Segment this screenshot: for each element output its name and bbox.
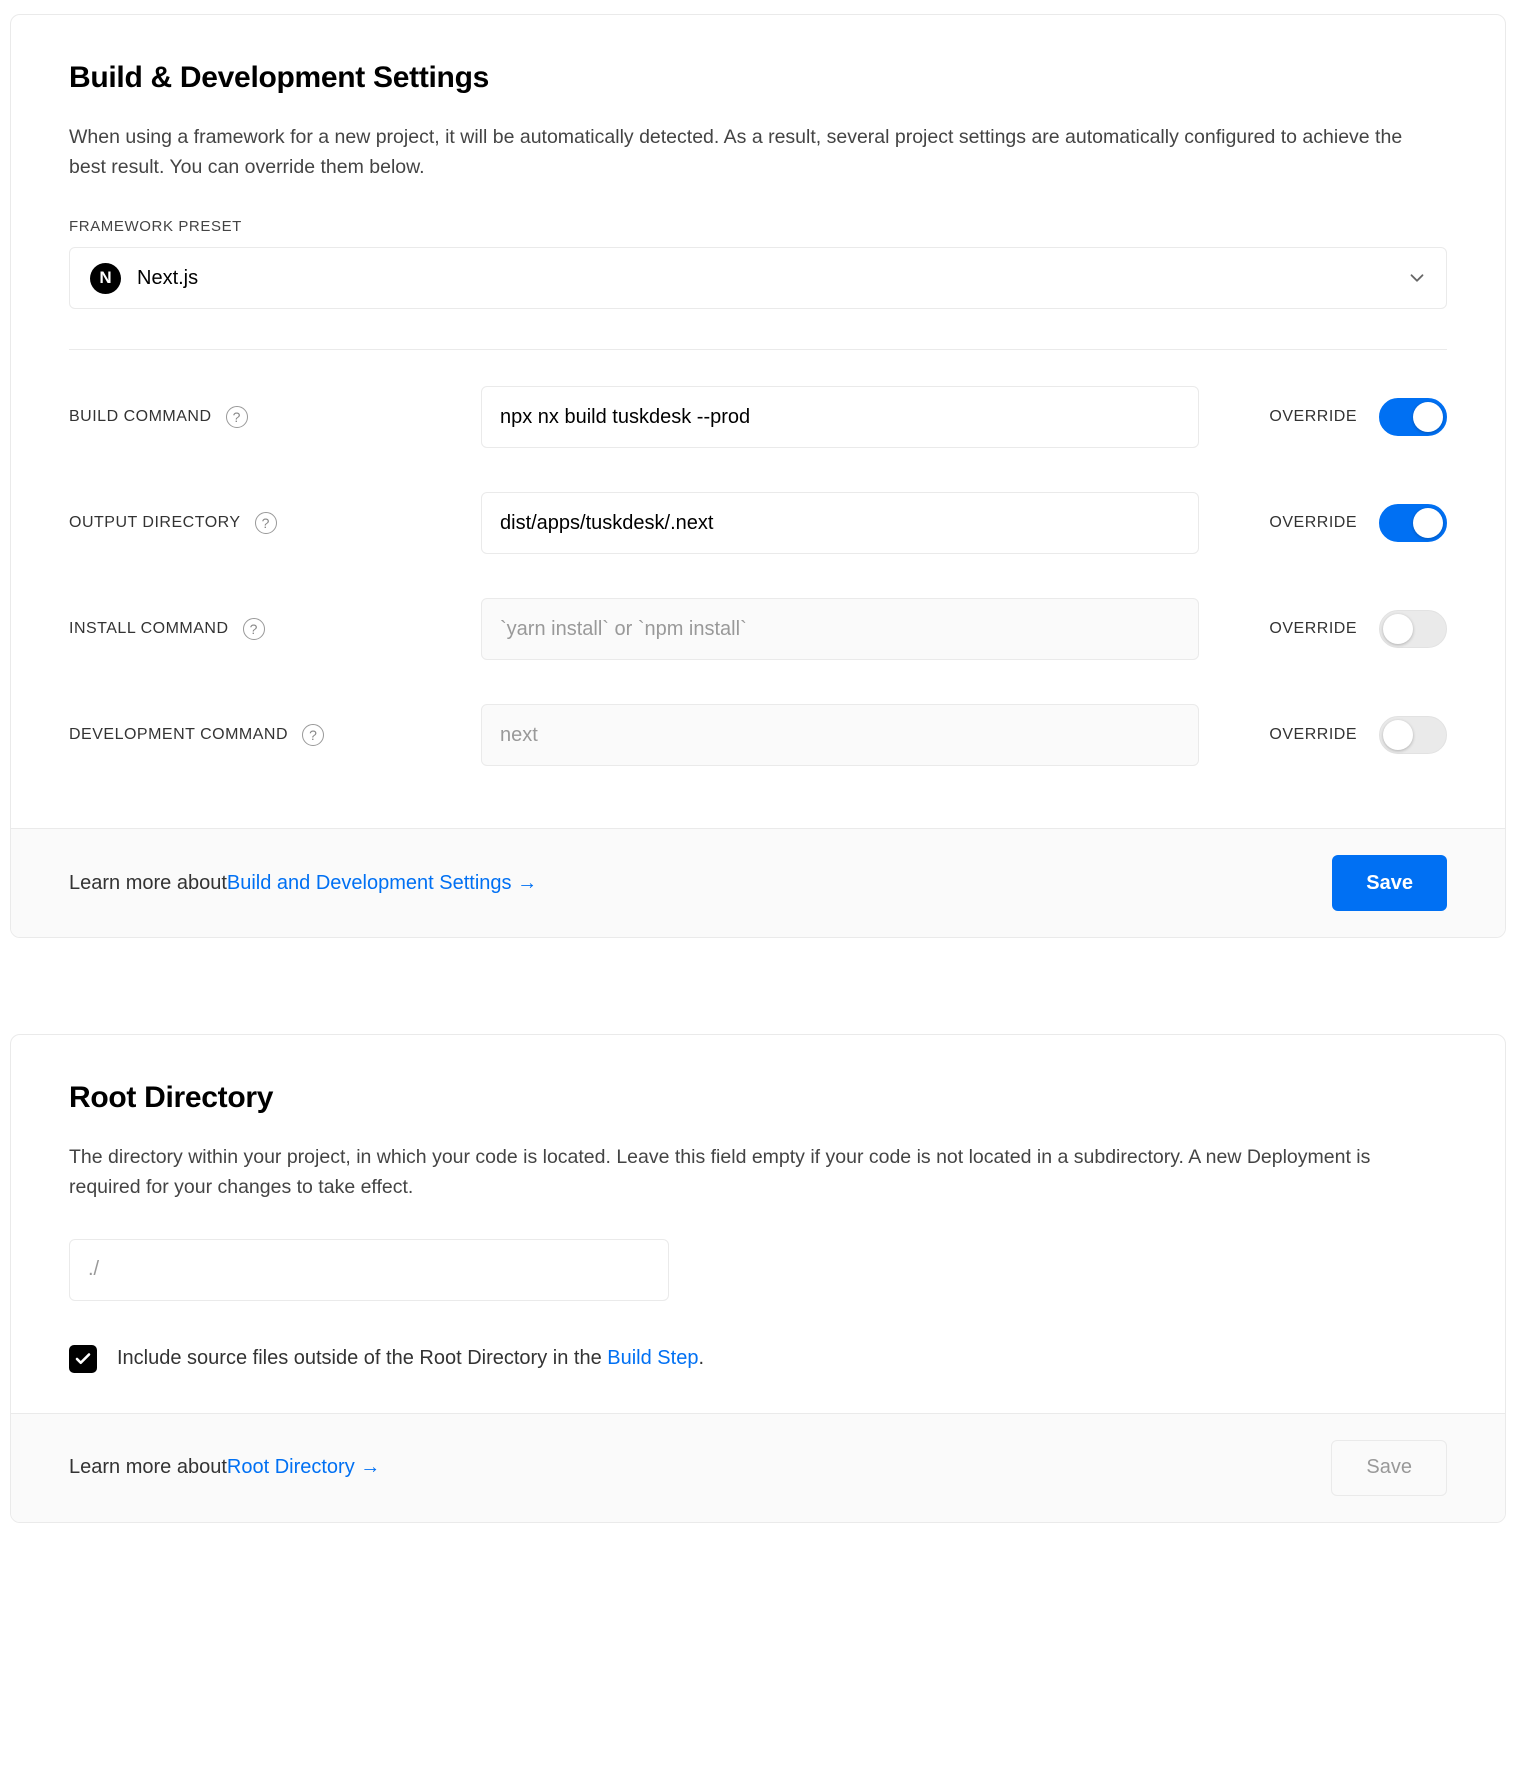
output-directory-override-label: OVERRIDE [1269, 514, 1357, 532]
root-directory-input[interactable] [69, 1239, 669, 1301]
output-directory-input[interactable] [481, 492, 1199, 554]
output-directory-override-wrap [1269, 504, 1447, 542]
build-settings-save-button[interactable]: Save [1332, 855, 1447, 911]
output-directory-label: OUTPUT DIRECTORY [69, 514, 241, 532]
development-command-override-toggle[interactable] [1379, 716, 1447, 754]
build-settings-footer [11, 828, 1505, 937]
output-directory-override-toggle[interactable] [1379, 504, 1447, 542]
build-development-settings-card [10, 14, 1506, 938]
root-directory-learn-text: Learn more about [69, 1456, 227, 1478]
root-directory-footer [11, 1413, 1505, 1522]
build-settings-learn-text: Learn more about [69, 871, 227, 894]
root-directory-card [10, 1034, 1506, 1522]
root-directory-save-button[interactable]: Save [1331, 1440, 1447, 1496]
toggle-knob [1383, 720, 1413, 750]
install-command-label: INSTALL COMMAND [69, 620, 229, 638]
install-command-override-toggle[interactable] [1379, 610, 1447, 648]
page-title: Build & Development Settings [69, 61, 489, 94]
install-command-label-wrap [69, 618, 481, 640]
toggle-knob [1413, 508, 1443, 538]
build-settings-learn-link[interactable]: Build and Development Settings → [226, 871, 538, 894]
root-directory-body [11, 1035, 1505, 1412]
development-command-row [69, 682, 1447, 788]
development-command-override-label: OVERRIDE [1269, 726, 1357, 744]
help-icon[interactable]: ? [243, 618, 265, 640]
build-command-override-toggle[interactable] [1379, 398, 1447, 436]
include-source-files-label [117, 1347, 704, 1370]
development-command-label: DEVELOPMENT COMMAND [69, 726, 289, 744]
include-source-files-text-after: . [698, 1347, 704, 1369]
output-directory-label-wrap [69, 512, 481, 534]
framework-preset-value: Next.js [137, 266, 199, 289]
install-command-row [69, 576, 1447, 682]
help-icon[interactable]: ? [302, 724, 324, 746]
development-command-input[interactable] [481, 704, 1199, 766]
help-icon[interactable]: ? [226, 406, 248, 428]
build-command-override-wrap [1269, 398, 1447, 436]
framework-preset-select[interactable] [69, 247, 1447, 309]
toggle-knob [1413, 402, 1443, 432]
install-command-input[interactable] [481, 598, 1199, 660]
help-icon[interactable]: ? [255, 512, 277, 534]
chevron-down-icon [1406, 267, 1428, 289]
build-command-label-wrap [69, 406, 481, 428]
install-command-override-wrap [1269, 610, 1447, 648]
build-settings-description: When using a framework for a new project, it will be automatically detected. As a result, several project settings are automatically configured to achieve the best result. You can override them below. [69, 126, 1403, 178]
framework-preset-label: FRAMEWORK PRESET [69, 218, 242, 236]
root-directory-learn-link[interactable]: Root Directory → [226, 1456, 381, 1478]
divider [69, 349, 1447, 350]
root-directory-title: Root Directory [69, 1081, 274, 1115]
build-command-label: BUILD COMMAND [69, 408, 212, 426]
build-settings-rows [69, 364, 1447, 788]
development-command-label-wrap [69, 724, 481, 746]
include-source-files-row [69, 1345, 1447, 1373]
root-directory-description: The directory within your project, in which your code is located. Leave this field empty if your code is not located in a subdirectory. A new Deployment is required for your changes to take effect. [69, 1146, 1371, 1198]
include-source-files-checkbox[interactable] [69, 1345, 97, 1373]
build-settings-body [11, 15, 1505, 828]
include-source-files-text-before: Include source files outside of the Root Directory in the [117, 1347, 608, 1369]
output-directory-row [69, 470, 1447, 576]
section-spacer [10, 938, 1506, 1034]
build-command-row [69, 364, 1447, 470]
toggle-knob [1383, 614, 1413, 644]
install-command-override-label: OVERRIDE [1269, 620, 1357, 638]
nextjs-logo-icon: N [90, 263, 121, 294]
build-step-link[interactable]: Build Step [607, 1347, 699, 1369]
build-command-override-label: OVERRIDE [1269, 408, 1357, 426]
build-command-input[interactable] [481, 386, 1199, 448]
development-command-override-wrap [1269, 716, 1447, 754]
